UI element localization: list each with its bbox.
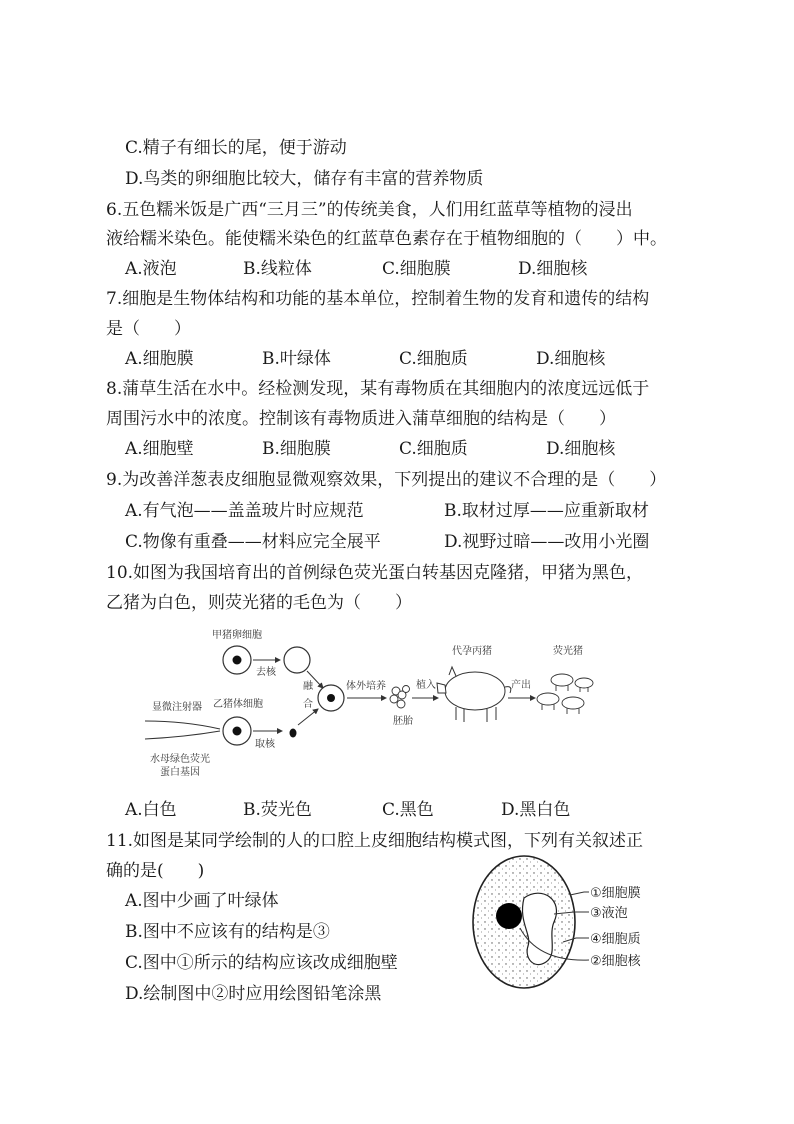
q7-stem-line1: 7.细胞是生物体结构和功能的基本单位，控制着生物的发育和遗传的结构 [106, 289, 650, 309]
q6-option-d: D.细胞核 [518, 259, 588, 279]
q11-option-b: B.图中不应该有的结构是③ [125, 922, 330, 942]
q8-option-d: D.细胞核 [546, 439, 616, 459]
label-cytoplasm: ④细胞质 [590, 932, 641, 947]
gene-label-2: 蛋白基因 [160, 767, 200, 778]
micro-injector [145, 721, 220, 739]
q7-option-a: A.细胞膜 [125, 349, 194, 369]
surrogate-pig-label: 代孕丙猪 [452, 646, 492, 657]
q8-option-a: A.细胞壁 [125, 439, 194, 459]
q9-stem: 9.为改善洋葱表皮细胞显微观察效果，下列提出的建议不合理的是（ ） [106, 470, 667, 490]
donor-nucleus [290, 729, 297, 738]
cell-nucleus [496, 903, 522, 929]
gene-label-1: 水母绿色荧光 [150, 754, 210, 765]
q11-stem-line2: 确的是( ) [106, 861, 205, 881]
fuse-label-1: 融 [303, 681, 313, 692]
q8-stem-line1: 8.蒲草生活在水中。经检测发现，某有毒物质在其细胞内的浓度远远低于 [106, 379, 650, 399]
enucleated-egg [284, 647, 310, 673]
fuse-label-2: 合 [303, 699, 313, 710]
label-cell-membrane: ①细胞膜 [590, 886, 641, 901]
culture-label: 体外培养 [346, 681, 386, 692]
q7-option-d: D.细胞核 [536, 349, 606, 369]
egg-nucleus [233, 656, 242, 665]
micro-injector-label: 显微注射器 [152, 702, 202, 713]
q10-stem-line2: 乙猪为白色，则荧光猪的毛色为（ ） [106, 593, 412, 613]
label-nucleus: ②细胞核 [590, 954, 641, 969]
q6-stem-line2: 液给糯米染色。能使糯米染色的红蓝草色素存在于植物细胞的（ ）中。 [106, 229, 667, 249]
q11-stem-line1: 11.如图是某同学绘制的人的口腔上皮细胞结构模式图，下列有关叙述正 [106, 831, 644, 851]
produce-label: 产出 [511, 680, 531, 691]
label-vacuole: ③液泡 [590, 906, 628, 921]
q8-stem-line2: 周围污水中的浓度。控制该有毒物质进入蒲草细胞的结构是（ ） [106, 409, 616, 429]
prev-option-d: D.鸟类的卵细胞比较大，储存有丰富的营养物质 [125, 169, 484, 189]
q7-option-b: B.叶绿体 [262, 349, 331, 369]
implant-label: 植入 [416, 680, 436, 691]
cloning-diagram [140, 625, 600, 790]
q8-option-c: C.细胞质 [399, 439, 468, 459]
body-cell-label: 乙猪体细胞 [213, 699, 263, 710]
q10-stem-line1: 10.如图为我国培育出的首例绿色荧光蛋白转基因克隆猪，甲猪为黑色， [106, 563, 644, 583]
q6-option-a: A.液泡 [125, 259, 177, 279]
q9-option-c: C.物像有重叠——材料应完全展平 [125, 532, 381, 552]
prev-option-c: C.精子有细长的尾，便于游动 [125, 138, 347, 158]
q7-stem-line2: 是（ ） [106, 319, 191, 339]
q9-option-d: D.视野过暗——改用小光圈 [444, 532, 650, 552]
q6-option-c: C.细胞膜 [382, 259, 451, 279]
glowing-piglets [537, 674, 593, 714]
vacuole [522, 893, 556, 964]
q11-option-a: A.图中少画了叶绿体 [125, 891, 279, 911]
q6-stem-line1: 6.五色糯米饭是广西“三月三”的传统美食，人们用红蓝草等植物的浸出 [106, 200, 633, 220]
q11-option-d: D.绘制图中②时应用绘图铅笔涂黑 [125, 984, 382, 1004]
q10-option-b: B.荧光色 [243, 800, 312, 820]
q7-option-c: C.细胞质 [399, 349, 468, 369]
embryo-label: 胚胎 [393, 716, 413, 727]
body-cell-nucleus [233, 727, 242, 736]
embryo [390, 686, 410, 709]
q6-option-b: B.线粒体 [243, 259, 312, 279]
q10-option-d: D.黑白色 [501, 800, 571, 820]
q11-option-c: C.图中①所示的结构应该改成细胞壁 [125, 953, 398, 973]
egg-cell-label: 甲猪卵细胞 [212, 630, 262, 641]
q10-option-a: A.白色 [125, 800, 177, 820]
fused-cell-nucleus [327, 694, 335, 702]
take-nucleus-label: 取核 [255, 739, 275, 750]
q9-option-a: A.有气泡——盖盖玻片时应规范 [125, 501, 364, 521]
q8-option-b: B.细胞膜 [262, 439, 331, 459]
q10-option-c: C.黑色 [382, 800, 434, 820]
glowing-pig-label: 荧光猪 [553, 646, 583, 657]
cheek-cell-diagram [462, 850, 692, 1000]
surrogate-pig [437, 667, 511, 722]
remove-nucleus-label: 去核 [256, 667, 276, 678]
q9-option-b: B.取材过厚——应重新取材 [444, 501, 649, 521]
